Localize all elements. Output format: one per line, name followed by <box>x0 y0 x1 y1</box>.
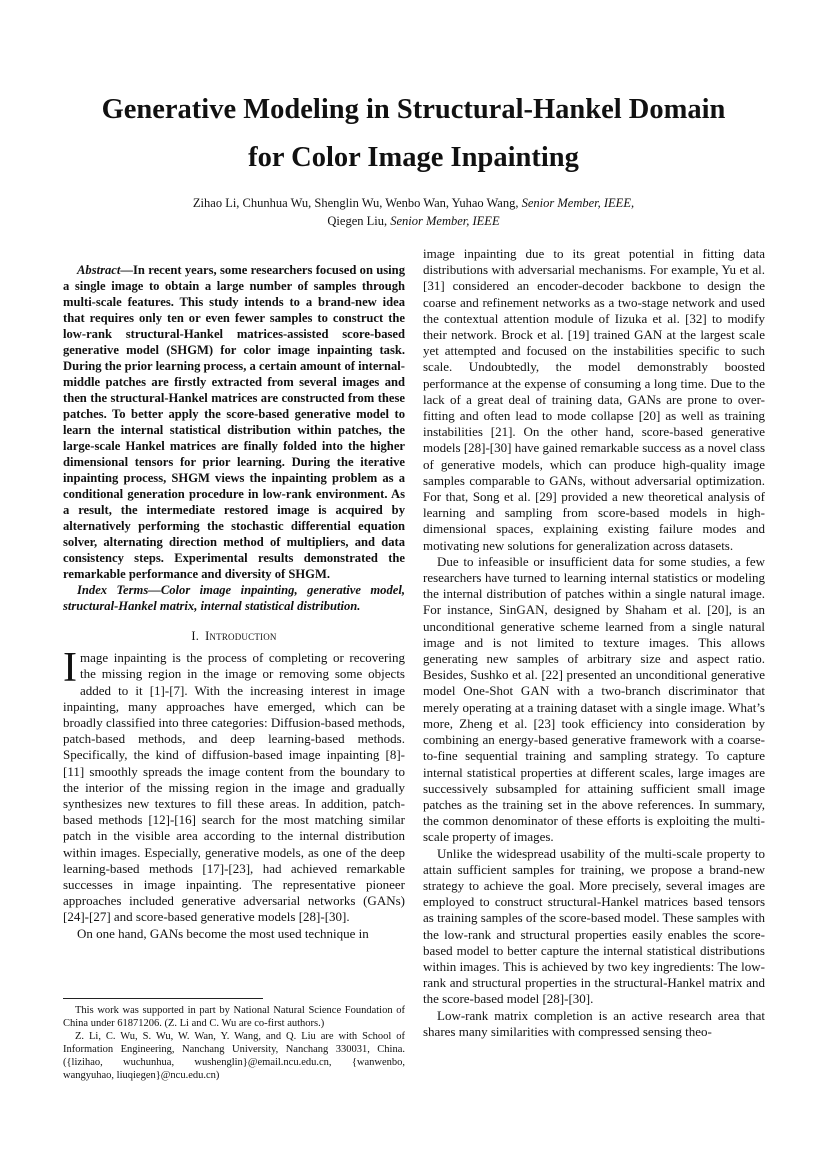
index-terms: Index Terms—Color image inpainting, generative model, structural-Hankel matrix, internal statistical distribution. <box>63 583 405 613</box>
section-title: Introduction <box>205 629 277 643</box>
left-column <box>63 262 405 942</box>
footnote-funding: This work was supported in part by National Natural Science Foundation of China under 61871206. (Z. Li and C. Wu are co-first authors.) <box>63 1005 405 1029</box>
footnote-affiliation: Z. Li, C. Wu, S. Wu, W. Wan, Y. Wang, and Q. Liu are with School of Information Engineering, Nanchang University, Nanchang 330031, China. ({lizihao, wuchunhua, wushenglin}@email.ncu.edu.cn, {wanwenbo, wangyuhao, liuqiegen}@ncu.edu.cn) <box>63 1031 405 1081</box>
body-paragraph-2: Due to infeasible or insufficient data for some studies, a few researchers have turned to learning internal statistics or modeling the internal distribution of patches within a single natural image. For instance, SinGAN, designed by Shaham et al. [20], is an unconditional generative scheme learned from a single natural image and is not limited to texture images. This allows generating new samples of arbitrary size and aspect ratio. Besides, Sushko et al. [22] presented an unconditional generative model One-Shot GAN with a two-branch discriminator that merely operating at a training dataset with a single image. What’s more, Zheng et al. [23] took efficiency into consideration by combining an energy-based generative framework with a coarse-to-fine sequential training and sampling strategy. To capture internal statistical properties at different scales, large images are successively subsampled for attaining sufficient small image patches as the training set in the above references. In summary, the common denominator of these efforts is exploiting the multi-scale property of images. <box>423 553 765 845</box>
footnote-rule <box>63 998 263 999</box>
section-heading <box>63 628 405 644</box>
abstract-text: —In recent years, some researchers focused on using a single image to obtain a large number of samples through multi-scale features. This study intends to a brand-new idea that requires only ten or even fewer samples to construct the low-rank structural-Hankel matrices-assisted score-based generative model (SHGM) for color image inpainting task. During the prior learning process, a certain amount of internal-middle patches are firstly extracted from several images and then the structural-Hankel matrices are constructed from these patches. To better apply the score-based generative model to learn the internal statistical distribution within patches, the large-scale Hankel matrices are finally folded into the higher dimensional tensors for prior learning. During the iterative inpainting process, SHGM views the inpainting problem as a conditional generation procedure in low-rank environment. As a result, the intermediate restored image is acquired by alternatively performing the stochastic differential equation solver, alternating direction method of multipliers, and data consistency steps. Experimental results demonstrated the remarkable performance and diversity of SHGM. <box>63 263 405 581</box>
body-paragraph-4: Low-rank matrix completion is an active research area that shares many similarities with compressed sensing theo- <box>423 1007 765 1039</box>
right-column <box>423 246 765 1040</box>
authors-line-1-role: Senior Member, IEEE, <box>521 196 635 210</box>
drop-cap: I <box>63 645 77 692</box>
authors-line-2: Qiegen Liu, <box>327 214 391 228</box>
intro-paragraph-1-text: mage inpainting is the process of completing or recovering the missing region in the image or removing some objects added to it [1]-[7]. With the increasing interest in image inpainting, many approaches have emerged, which can be broadly classified into three categories: Diffusion-based methods, patch-based methods, and deep learning-based methods. Specifically, the kind of diffusion-based image inpainting [8]-[11] smoothly spreads the image content from the boundary to the interior of the missing region in the image and gradually synthesizes new textures to fill these areas. In addition, patch-based methods [12]-[16] search for the most matching similar patch in the visible area according to the internal distribution within images. Especially, generative models, as one of the deep learning-based methods [17]-[23], had achieved remarkable successes in image inpainting. The representative pioneer approaches included generative adversarial networks (GANs) [24]-[27] and score-based generative models [28]-[30]. <box>63 650 405 925</box>
section-numeral: I. <box>191 629 200 643</box>
author-list <box>40 194 787 230</box>
authors-line-1: Zihao Li, Chunhua Wu, Shenglin Wu, Wenbo Wan, Yuhao Wang, <box>192 196 522 210</box>
paper-title <box>40 86 787 182</box>
title-line-1: Generative Modeling in Structural-Hankel Domain <box>101 94 726 125</box>
intro-paragraph-1 <box>63 645 405 925</box>
abstract <box>63 262 405 582</box>
abstract-label: Abstract <box>77 263 121 277</box>
body-paragraph-3: Unlike the widespread usability of the multi-scale property to attain sufficient samples for training, we propose a brand-new strategy to achieve the goal. More precisely, several images are employed to construct structural-Hankel matrices based tensors as training samples of the score-based model. These samples with the low-rank and structural properties easily enables the score-based model to better capture the internal statistical distributions within images. This is achieved by two key ingredients: The low-rank and structural properties in the structural-Hankel matrix and the score-based model [28]-[30]. <box>423 845 766 1007</box>
title-line-2: for Color Image Inpainting <box>248 142 579 173</box>
authors-line-2-role: Senior Member, IEEE <box>390 214 500 228</box>
footnotes <box>63 1004 405 1082</box>
intro-paragraph-2: On one hand, GANs become the most used technique in <box>77 925 369 941</box>
body-paragraph-1: image inpainting due to its great potential in fitting data distributions with adversarial mechanisms. For example, Yu et al. [31] considered an encoder-decoder backbone to design the coarse and refinement networks as a two-stage network and used the contextual attention module of Iizuka et al. [32] to modify their network. Brock et al. [19] trained GAN at the largest scale yet attempted and focused on the instabilities specific to such scale. Undoubtedly, the model demonstrably boosted performance at the expense of consuming a long time. Due to the lack of a great deal of training data, GANs are prone to over-fitting and often lead to mode collapse [20] as well as training instabilities [21]. On the other hand, score-based generative models [28]-[30] have gained remarkable success as a novel class of generative models, which can produce high-quality image samples comparable to GANs, without adversarial optimization. For that, Song et al. [29] provided a new theoretical analysis of learning and sampling from score-based models in high-dimensional spaces, explaining existing failure modes and motivating new solutions for generalization across datasets. <box>423 246 765 553</box>
